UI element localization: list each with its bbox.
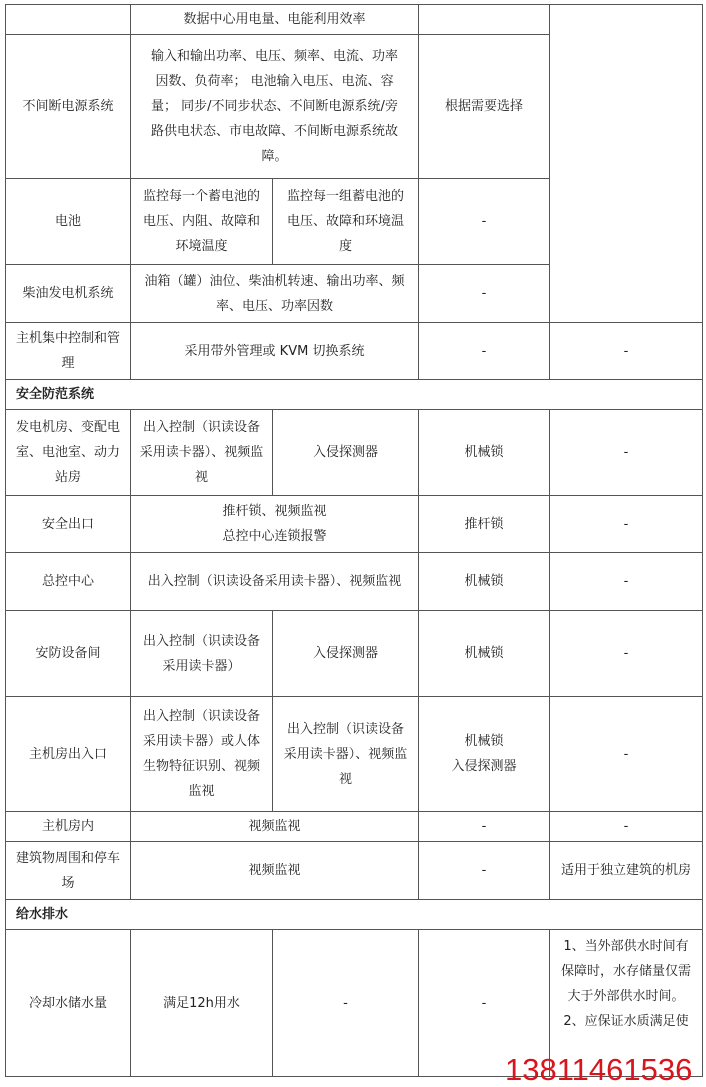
- table-row: [6, 496, 703, 553]
- table-cell: -: [419, 179, 550, 265]
- lock-line-1: 机械锁: [464, 734, 504, 749]
- row-label: 安全出口: [6, 496, 131, 553]
- table-cell: 根据需要选择: [419, 35, 550, 179]
- table-cell: 适用于独立建筑的机房: [550, 842, 703, 900]
- table-cell: -: [419, 323, 550, 380]
- table-cell: 机械锁: [419, 611, 550, 697]
- requirements-table: [5, 4, 703, 1077]
- table-cell: -: [273, 930, 419, 1077]
- row-label: 安防设备间: [6, 611, 131, 697]
- table-cell: 机械锁: [419, 410, 550, 496]
- table-cell: 输入和输出功率、电压、频率、电流、功率因数、负荷率； 电池输入电压、电流、容量； 同步/不同步状态、不间断电源系统/旁路供电状态、市电故障、不间断电源系统故障。: [131, 35, 419, 179]
- row-label: 不间断电源系统: [6, 35, 131, 179]
- table-cell: 入侵探测器: [273, 611, 419, 697]
- section-header-row: [6, 380, 703, 410]
- table-cell: [419, 697, 550, 812]
- table-cell: 出入控制（识读设备采用读卡器）、视频监视: [131, 410, 273, 496]
- table-cell: -: [419, 265, 550, 323]
- table-cell: -: [419, 812, 550, 842]
- row-label: 主机房内: [6, 812, 131, 842]
- lock-line-2: 入侵探测器: [451, 759, 517, 774]
- table-cell: -: [550, 323, 703, 380]
- table-cell: 视频监视: [131, 812, 419, 842]
- table-cell: -: [550, 553, 703, 611]
- table-row: [6, 842, 703, 900]
- phone-watermark: 13811461536: [505, 1052, 693, 1087]
- row-label: 建筑物周围和停车场: [6, 842, 131, 900]
- table-cell: -: [419, 930, 550, 1077]
- table-cell: 采用带外管理或 KVM 切换系统: [131, 323, 419, 380]
- exit-line-1: 推杆锁、视频监视: [222, 504, 327, 519]
- table-row: [6, 5, 703, 35]
- table-cell: -: [550, 410, 703, 496]
- table-cell: 入侵探测器: [273, 410, 419, 496]
- section-title-water: 给水排水: [6, 900, 703, 930]
- table-row: [6, 611, 703, 697]
- table-cell: 机械锁: [419, 553, 550, 611]
- row-label: 发电机房、变配电室、电池室、动力站房: [6, 410, 131, 496]
- table-cell: -: [550, 697, 703, 812]
- row-label: 柴油发电机系统: [6, 265, 131, 323]
- table-cell: 推杆锁: [419, 496, 550, 553]
- table-cell: -: [550, 812, 703, 842]
- note-2: 2、应保证水质满足使: [563, 1014, 689, 1029]
- table-cell: 监控每一个蓄电池的电压、内阻、故障和环境温度: [131, 179, 273, 265]
- table-cell: [6, 5, 131, 35]
- row-label: 电池: [6, 179, 131, 265]
- table-cell: -: [419, 842, 550, 900]
- table-cell: -: [550, 611, 703, 697]
- row-label: 主机集中控制和管理: [6, 323, 131, 380]
- table-cell: 出入控制（识读设备采用读卡器）: [131, 611, 273, 697]
- exit-line-2: 总控中心连锁报警: [222, 529, 327, 544]
- table-cell: 视频监视: [131, 842, 419, 900]
- table-cell: [131, 496, 419, 553]
- table-cell: 监控每一组蓄电池的电压、故障和环境温度: [273, 179, 419, 265]
- table-cell: 满足12h用水: [131, 930, 273, 1077]
- table-cell: 数据中心用电量、电能利用效率: [131, 5, 419, 35]
- table-row: [6, 323, 703, 380]
- row-label: 总控中心: [6, 553, 131, 611]
- table-cell: -: [550, 496, 703, 553]
- table-row: [6, 812, 703, 842]
- table-cell: 出入控制（识读设备采用读卡器）、视频监视: [273, 697, 419, 812]
- row-label: 冷却水储水量: [6, 930, 131, 1077]
- table-cell: 出入控制（识读设备采用读卡器）、视频监视: [131, 553, 419, 611]
- table-cell: [550, 5, 703, 323]
- section-title-security: 安全防范系统: [6, 380, 703, 410]
- note-1: 1、当外部供水时间有保障时，水存储量仅需大于外部供水时间。: [561, 939, 692, 1004]
- table-row: [6, 410, 703, 496]
- table-cell: 油箱（罐）油位、柴油机转速、输出功率、频率、电压、功率因数: [131, 265, 419, 323]
- table-row: [6, 697, 703, 812]
- table-row: [6, 553, 703, 611]
- table-cell: [419, 5, 550, 35]
- section-header-row: [6, 900, 703, 930]
- row-label: 主机房出入口: [6, 697, 131, 812]
- table-cell: 出入控制（识读设备采用读卡器）或人体生物特征识别、视频监视: [131, 697, 273, 812]
